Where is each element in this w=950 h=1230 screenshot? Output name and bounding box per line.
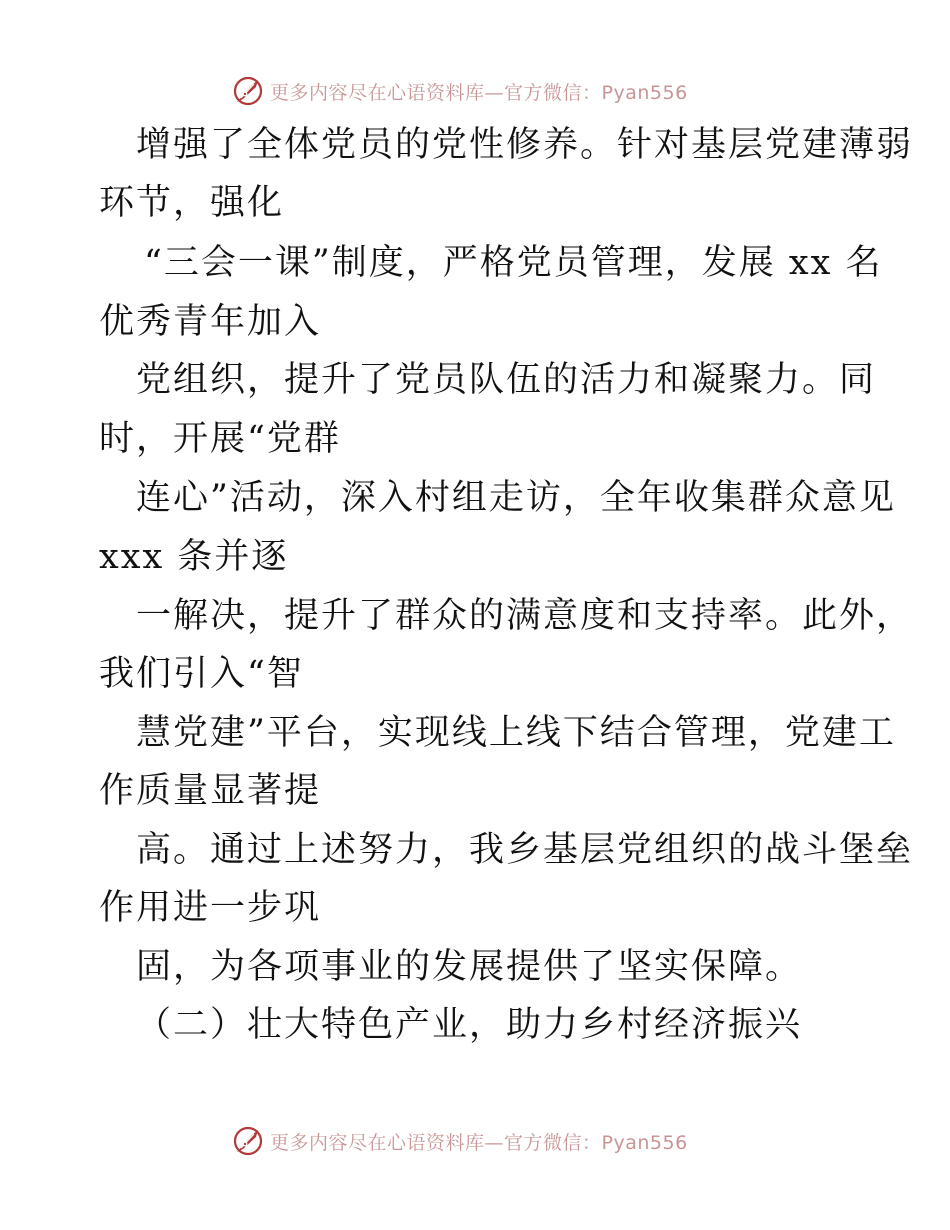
text-line: 时，开展“党群 xyxy=(99,419,341,459)
footer-watermark xyxy=(232,1124,688,1158)
text-line: 慧党建”平台，实现线上线下结合管理，党建工 xyxy=(136,713,896,753)
quill-pen-logo-icon xyxy=(232,1125,264,1157)
wechat-id: Pyan556 xyxy=(601,81,688,104)
text-line: “三会一课”制度，严格党员管理，发展 xx 名 xyxy=(144,243,883,283)
watermark-text: 更多内容尽在心语资料库—官方微信：Pyan556 xyxy=(270,1131,688,1154)
text-line: xxx 条并逐 xyxy=(99,537,289,577)
watermark-text: 更多内容尽在心语资料库—官方微信：Pyan556 xyxy=(270,81,688,104)
text-line: 固，为各项事业的发展提供了坚实保障。 xyxy=(136,947,803,987)
text-line: 连心”活动，深入村组走访，全年收集群众意见 xyxy=(136,478,896,518)
text-line: 环节，强化 xyxy=(99,183,285,223)
text-line: 优秀青年加入 xyxy=(99,302,322,342)
text-line: 党组织，提升了党员队伍的活力和凝聚力。同 xyxy=(136,360,877,400)
text-line: 高。通过上述努力，我乡基层党组织的战斗堡垒 xyxy=(136,830,914,870)
text-line: 作用进一步巩 xyxy=(99,888,322,928)
wechat-id: Pyan556 xyxy=(601,1131,688,1154)
text-line: 作质量显著提 xyxy=(99,771,322,811)
text-line: 我们引入“智 xyxy=(99,654,304,694)
section-heading: （二）壮大特色产业，助力乡村经济振兴 xyxy=(136,1005,803,1045)
text-line: 增强了全体党员的党性修养。针对基层党建薄弱 xyxy=(136,125,914,165)
text-line: 一解决，提升了群众的满意度和支持率。此外， xyxy=(136,596,914,636)
